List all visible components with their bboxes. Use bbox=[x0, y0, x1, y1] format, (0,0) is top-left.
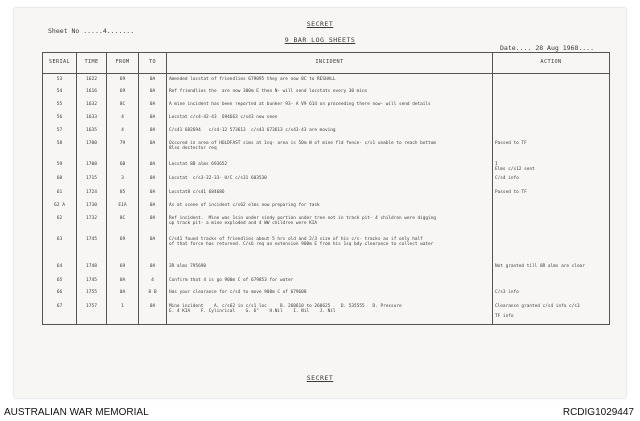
log-row bbox=[43, 173, 610, 187]
log-cell-action bbox=[493, 86, 610, 99]
log-cell-action: C/s3 info bbox=[493, 287, 610, 301]
log-cell-to: 0A bbox=[139, 301, 167, 325]
log-table bbox=[42, 52, 610, 325]
log-cell-to: 0A bbox=[139, 125, 167, 138]
sheet-date: Date.... 28 Aug 1968.... bbox=[500, 44, 595, 52]
log-row bbox=[43, 275, 610, 287]
log-row bbox=[43, 200, 610, 213]
log-cell-time: 1745 bbox=[77, 234, 107, 261]
log-cell-incident: Amended locstat of friendlies 679095 they are now 8C to RESHALL bbox=[167, 74, 493, 86]
log-cell-incident: Has your clearance for c/s4 to move 900m C of 679608 bbox=[167, 287, 493, 301]
log-cell-to: 0A bbox=[139, 99, 167, 112]
log-row bbox=[43, 99, 610, 112]
archive-reference: RCDIG1029447 bbox=[562, 407, 634, 418]
log-cell-from: 79 bbox=[107, 138, 139, 159]
log-cell-time: 1715 bbox=[77, 173, 107, 187]
log-row bbox=[43, 234, 610, 261]
log-cell-from: 69 bbox=[107, 234, 139, 261]
log-cell-to: 0A bbox=[139, 112, 167, 125]
log-cell-incident: Ref incident. Mine was 1sin under sindy portion under tree not in track pit- 4 children were digging up track pit- a mine exploded and 4 WW children were KIA bbox=[167, 213, 493, 234]
log-cell-incident: Mine incident A. c/s62 in c/s1 loc B. 260610 to 260625 D. 535555 D. Pressure E. 4 KIA F. Cylinrical G. 6" H.Nil I. Nil J. Nil bbox=[167, 301, 493, 325]
log-cell-action: I Elms c/s12 sent bbox=[493, 159, 610, 173]
col-to: TO bbox=[139, 53, 167, 74]
log-cell-from: 69 bbox=[107, 74, 139, 86]
col-time: TIME bbox=[77, 53, 107, 74]
log-cell-to: 0A bbox=[139, 187, 167, 200]
log-row bbox=[43, 138, 610, 159]
log-cell-from: 85 bbox=[107, 187, 139, 200]
log-cell-serial: 56 bbox=[43, 112, 77, 125]
log-cell-time: 1748 bbox=[77, 261, 107, 275]
log-cell-action bbox=[493, 99, 610, 112]
log-cell-to: 0A bbox=[139, 234, 167, 261]
log-cell-to: 4 bbox=[139, 275, 167, 287]
sheet-number-label: Sheet No bbox=[48, 27, 80, 35]
col-serial: SERIAL bbox=[43, 53, 77, 74]
log-cell-incident: 3R alms 795690 bbox=[167, 261, 493, 275]
log-row bbox=[43, 261, 610, 275]
log-cell-time: 1755 bbox=[77, 287, 107, 301]
log-cell-time: 1724 bbox=[77, 187, 107, 200]
log-cell-serial: 58 bbox=[43, 138, 77, 159]
log-cell-to: 0A bbox=[139, 173, 167, 187]
log-cell-to: 0A bbox=[139, 86, 167, 99]
log-cell-from: 4 bbox=[107, 125, 139, 138]
log-cell-incident: Locstat c/s3-32-33- H/C c/s31 603530 bbox=[167, 173, 493, 187]
sheet-date-value: 28 Aug 1968 bbox=[535, 44, 579, 52]
log-cell-time: 1622 bbox=[77, 74, 107, 86]
log-cell-incident: Ref friendlies the are now 300m E then N- will send locstats every 30 mins bbox=[167, 86, 493, 99]
log-row bbox=[43, 301, 610, 325]
log-cell-time: 1708 bbox=[77, 159, 107, 173]
log-cell-to: 0A bbox=[139, 74, 167, 86]
log-cell-serial: 62 A bbox=[43, 200, 77, 213]
log-cell-incident: Occured in area of HOLDFAST sims at 1sq- area is 50m W of mine fld fence- c/s1 unable to reach bottom 8lso dectector req bbox=[167, 138, 493, 159]
log-cell-to: 0A bbox=[139, 138, 167, 159]
log-cell-incident: Locstat8 c/s41 684686 bbox=[167, 187, 493, 200]
log-cell-from: 4 bbox=[107, 112, 139, 125]
log-row bbox=[43, 112, 610, 125]
log-sheet-page bbox=[14, 8, 626, 398]
log-cell-action bbox=[493, 275, 610, 287]
log-row bbox=[43, 125, 610, 138]
log-cell-serial: 63 bbox=[43, 234, 77, 261]
log-cell-action bbox=[493, 74, 610, 86]
log-cell-action: Passed to TF bbox=[493, 187, 610, 200]
log-cell-serial: 59 bbox=[43, 159, 77, 173]
log-cell-serial: 64 bbox=[43, 261, 77, 275]
log-cell-serial: 55 bbox=[43, 99, 77, 112]
log-cell-serial: 62 bbox=[43, 213, 77, 234]
log-cell-serial: 66 bbox=[43, 287, 77, 301]
log-table-header bbox=[43, 53, 610, 74]
log-cell-serial: 67 bbox=[43, 301, 77, 325]
log-cell-time: 1732 bbox=[77, 213, 107, 234]
log-cell-action bbox=[493, 125, 610, 138]
log-cell-time: 1700 bbox=[77, 138, 107, 159]
log-cell-time: 1730 bbox=[77, 200, 107, 213]
log-cell-serial: 54 bbox=[43, 86, 77, 99]
log-row bbox=[43, 74, 610, 86]
log-cell-time: 1616 bbox=[77, 86, 107, 99]
col-from: FROM bbox=[107, 53, 139, 74]
log-table-body bbox=[43, 74, 610, 325]
log-cell-to: 8 B bbox=[139, 287, 167, 301]
log-cell-action: Passed to TF bbox=[493, 138, 610, 159]
classification-bottom: SECRET bbox=[306, 374, 334, 382]
sheet-date-label: Date bbox=[500, 44, 516, 52]
log-cell-from: 69 bbox=[107, 86, 139, 99]
log-cell-from: 8C bbox=[107, 99, 139, 112]
archive-credit: AUSTRALIAN WAR MEMORIAL bbox=[4, 407, 149, 418]
log-cell-to: 0A bbox=[139, 200, 167, 213]
col-action: ACTION bbox=[493, 53, 610, 74]
log-cell-from: 0A bbox=[107, 287, 139, 301]
log-cell-to: 0A bbox=[139, 213, 167, 234]
log-cell-from: 69 bbox=[107, 261, 139, 275]
log-cell-to: 0A bbox=[139, 159, 167, 173]
log-row bbox=[43, 213, 610, 234]
log-row bbox=[43, 187, 610, 200]
sheet-number: Sheet No .....4....... bbox=[48, 27, 135, 35]
log-cell-time: 1633 bbox=[77, 112, 107, 125]
log-row bbox=[43, 86, 610, 99]
log-cell-serial: 53 bbox=[43, 74, 77, 86]
log-cell-action: Not granted till 8R alms are clear bbox=[493, 261, 610, 275]
document-title: 9 BAR LOG SHEETS bbox=[284, 36, 356, 44]
log-cell-incident: C/s41 found tracks of friendlies about 5 hrs old and 2/3 size of his c/s- tracks as if only half of that force has returned. C/s6 req an extension 900m E from his 1sq bdy clearance to collect water bbox=[167, 234, 493, 261]
log-cell-incident: Confirm that 4 is go 900m C of 679853 for water bbox=[167, 275, 493, 287]
log-cell-incident: Locstat 8B alms 693652 bbox=[167, 159, 493, 173]
log-row bbox=[43, 287, 610, 301]
log-cell-from: 1 bbox=[107, 301, 139, 325]
log-cell-serial: 61 bbox=[43, 187, 77, 200]
log-cell-from: 8C bbox=[107, 213, 139, 234]
log-cell-from: E1A bbox=[107, 200, 139, 213]
log-cell-action bbox=[493, 112, 610, 125]
log-cell-action bbox=[493, 200, 610, 213]
log-cell-action: C/s4 info bbox=[493, 173, 610, 187]
log-cell-time: 1632 bbox=[77, 99, 107, 112]
log-cell-from: 0A bbox=[107, 275, 139, 287]
log-cell-time: 1635 bbox=[77, 125, 107, 138]
sheet-number-value: 4 bbox=[102, 27, 107, 35]
log-cell-incident: C/s41 682694 c/s4-12 573613 c/s43 673613 c/s43-43 are moving bbox=[167, 125, 493, 138]
log-cell-from: 6B bbox=[107, 159, 139, 173]
log-cell-incident: As at scene of incident c/s62 elms now preparing for task bbox=[167, 200, 493, 213]
log-cell-serial: 65 bbox=[43, 275, 77, 287]
log-row bbox=[43, 159, 610, 173]
log-cell-incident: A mine incident has been reported at bunker 93- A V9 614 on proceeding there now- will send details bbox=[167, 99, 493, 112]
log-cell-action bbox=[493, 234, 610, 261]
log-cell-to: 0A bbox=[139, 261, 167, 275]
classification-top: SECRET bbox=[306, 20, 334, 28]
log-cell-from: 3 bbox=[107, 173, 139, 187]
log-cell-action: Clearance granted c/s4 info c/s3 TF info bbox=[493, 301, 610, 325]
log-cell-incident: Locstat c/s4-42-43 694663 c/s43 now seen bbox=[167, 112, 493, 125]
log-cell-time: 1757 bbox=[77, 301, 107, 325]
log-cell-serial: 60 bbox=[43, 173, 77, 187]
log-cell-time: 1745 bbox=[77, 275, 107, 287]
col-incident: INCIDENT bbox=[167, 53, 493, 74]
log-cell-action bbox=[493, 213, 610, 234]
log-cell-serial: 57 bbox=[43, 125, 77, 138]
